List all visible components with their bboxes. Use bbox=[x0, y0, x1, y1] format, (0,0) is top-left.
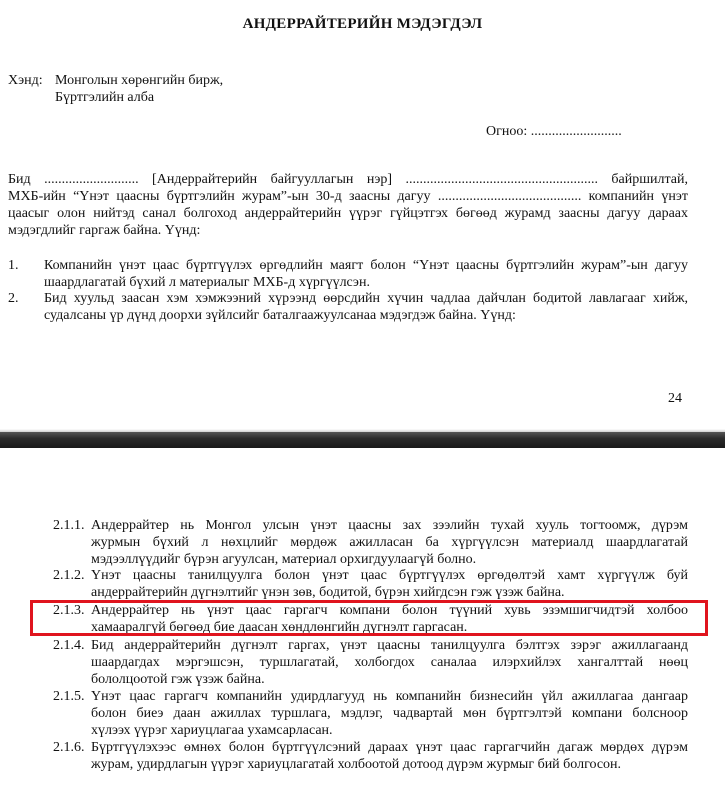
item-number-2-1-2: 2.1.2. bbox=[53, 568, 85, 583]
item-2-1-2-line-1: Үнэт цаасны танилцуулга болон үнэт цаас бүртгүүлэх өргөдөлтэй хамт хүргүүлж буй bbox=[91, 568, 688, 583]
date-field: Огноо: .......................... bbox=[486, 124, 622, 139]
intro-line-3: цаасыг олон нийтэд санал болгоход андеррайтерийн үүрэг гүйцэтгэх бөгөөд журамд заасны дагуу дараах bbox=[8, 206, 688, 221]
page-break-divider bbox=[0, 432, 725, 448]
to-recipient-line-2: Бүртгэлийн алба bbox=[55, 90, 155, 105]
item-2-1-6-line-2: журам, удирдлагын үүрэг хариуцлагатай холбоотой дотоод дүрэм журмыг бий болгосон. bbox=[91, 757, 622, 772]
intro-line-2: МХБ-ийн “Үнэт цаасны бүртгэлийн журам”-ын 30-д заасны дагуу ......................................... компанийн үнэт bbox=[8, 189, 688, 204]
item-2-1-5-line-3: хүлээх үүрэг хариуцлагаа ухамсарласан. bbox=[91, 723, 333, 738]
item-2-1-2-line-2: андеррайтерийн дүгнэлтийг үнэн зөв, бодитой, бүрэн хийгдсэн гэж үзэж байна. bbox=[91, 585, 565, 600]
to-recipient-line-1: Монголын хөрөнгийн бирж, bbox=[55, 73, 224, 88]
item-2-1-1-line-2: журмын бүхий л нөхцлийг мөрдөж ажиллаcан ба хүргүүлсэн материалд шаардлагатай bbox=[91, 535, 688, 550]
item-number-2-1-3: 2.1.3. bbox=[53, 603, 85, 618]
list-item-1-line-1: Компанийн үнэт цаас бүртгүүлэх өргөдлийн маягт болон “Үнэт цаасны бүртгэлийн журам”-ын дагуу bbox=[44, 258, 688, 273]
intro-line-4: мэдэгдлийг гаргаж байна. Үүнд: bbox=[8, 223, 201, 238]
list-number-2: 2. bbox=[8, 291, 19, 306]
item-2-1-4-line-3: бололцоотой гэж үзэж байна. bbox=[91, 672, 265, 687]
item-2-1-5-line-2: болон биеэ даан ажиллах туршлага, мэдлэг, чадвартай мөн бүртгэлтэй компани болсноор bbox=[91, 706, 688, 721]
highlight-box bbox=[30, 600, 708, 636]
list-item-1-line-2: шаардлагатай бүхий л материалыг МХБ-д хүргүүлсэн. bbox=[44, 275, 370, 290]
item-number-2-1-4: 2.1.4. bbox=[53, 638, 85, 653]
item-2-1-3-line-1: Андеррайтер нь үнэт цаас гаргагч компани болон түүний хувь эзэмшигчидтэй холбоо bbox=[91, 603, 688, 618]
item-2-1-1-line-1: Андеррайтер нь Монгол улсын үнэт цаасны зах зээлийн тухай хууль тогтоомж, дүрэм bbox=[91, 518, 688, 533]
page-number: 24 bbox=[668, 391, 682, 406]
list-item-2-line-1: Бид хуульд заасан хэм хэмжээний хүрээнд өөрсдийн хүчин чадлаа дайчлан бодитой лавлагааг хийж, bbox=[44, 291, 688, 306]
item-2-1-1-line-3: мэдээллүүдийг бүрэн агуулсан, материал орхигдуулаагүй болно. bbox=[91, 552, 477, 567]
list-item-2-line-2: судалсаны үр дүнд доорхи зүйлсийг баталгаажуулсанаа мэдэгдэж байна. Үүнд: bbox=[44, 308, 516, 323]
item-2-1-4-line-1: Бид андеррайтерийн дүгнэлт гаргах, үнэт цаасны танилцуулга бэлтгэх зэрэг ажиллагаанд bbox=[91, 638, 688, 653]
item-number-2-1-6: 2.1.6. bbox=[53, 740, 85, 755]
to-label: Хэнд: bbox=[8, 73, 43, 88]
item-2-1-3-line-2: хамааралгүй бөгөөд бие даасан хөндлөнгийн дүгнэлт гаргасан. bbox=[91, 620, 468, 635]
item-2-1-5-line-1: Үнэт цаас гаргагч компанийн удирдлагууд нь компанийн бизнесийн үйл ажиллагаа дангаар bbox=[91, 689, 688, 704]
item-2-1-6-line-1: Бүртгүүлэхээс өмнөх болон бүртгүүлсэний дараах үнэт цаас гаргагчийн дагаж мөрдөх дүрэм bbox=[91, 740, 688, 755]
intro-line-1: Бид ........................... [Андеррайтерийн байгууллагын нэр] ....................................................... байршилтай, bbox=[8, 172, 688, 187]
item-2-1-4-line-2: шаардагдах мэргэшсэн, туршлагатай, холбогдох саналаа илэрхийлэх хангалттай нөөц bbox=[91, 655, 688, 670]
list-number-1: 1. bbox=[8, 258, 19, 273]
item-number-2-1-1: 2.1.1. bbox=[53, 518, 85, 533]
document-title: АНДЕРРАЙТЕРИЙН МЭДЭГДЭЛ bbox=[242, 16, 483, 32]
item-number-2-1-5: 2.1.5. bbox=[53, 689, 85, 704]
